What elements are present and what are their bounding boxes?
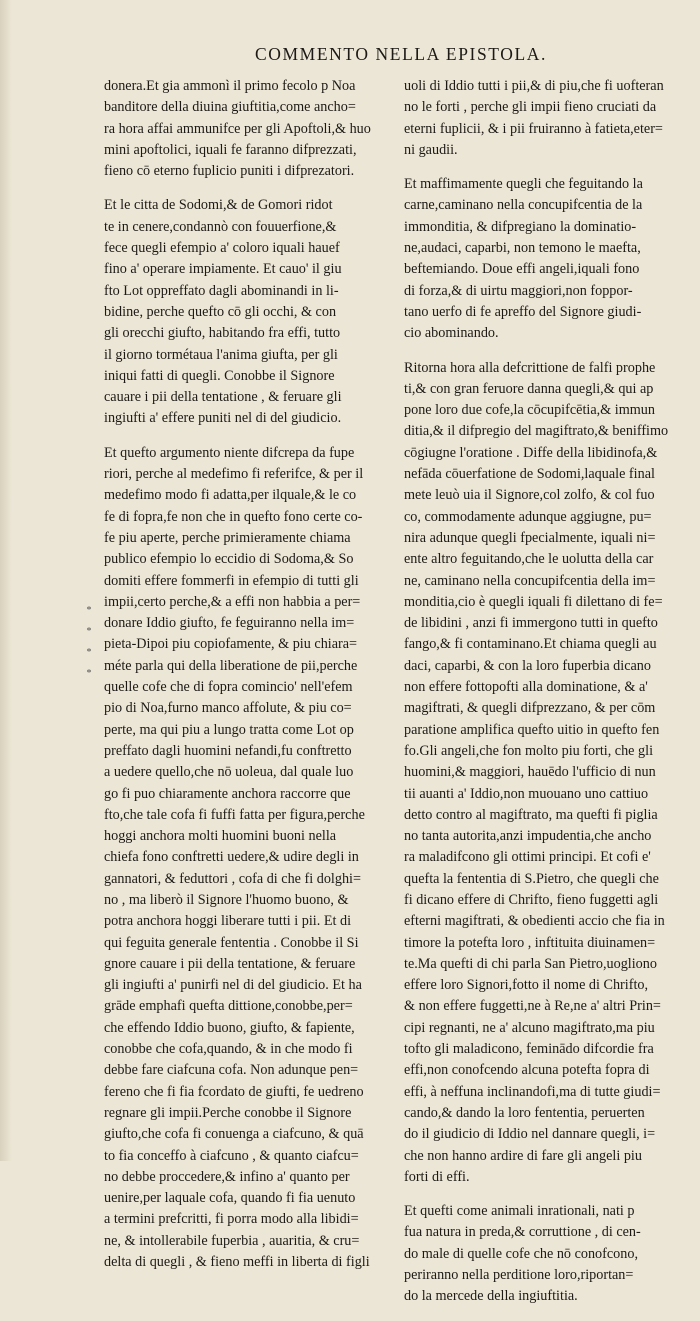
text-line: tano uerfo di fe apreffo del Signore giudi-	[404, 303, 642, 320]
paragraph	[404, 174, 684, 344]
text-line: non effere fottopofti alla dominatione, & a'	[404, 679, 648, 696]
text-line: detto contro al magiftrato, ma quefti fi piglia	[404, 806, 658, 823]
text-line: gannatori, & feduttori , cofa di che fi dolghi=	[104, 870, 361, 887]
text-line: banditore della diuina giuftitia,come ancho=	[104, 99, 356, 116]
text-line: che effendo Iddio buono, giufto, & fapiente,	[104, 1019, 355, 1036]
text-line: monditia,cio è quegli iquali fi dilettano di fe=	[404, 593, 663, 610]
text-line: di forza,& di uirtu maggiori,non foppor-	[404, 282, 633, 299]
text-line: ditia,& il difpregio del magiftrato,& beniffimo	[404, 423, 669, 440]
text-line: fo.Gli angeli,che fon molto piu forti, che gli	[404, 742, 654, 759]
text-line: daci, caparbi, & con la loro fuperbia dicano	[404, 657, 651, 674]
text-line: fto,che tale cofa fi fuffi fatta per figura,perche	[104, 806, 365, 823]
text-line: ra hora affai ammunifce per gli Apoftoli,& huo	[104, 120, 371, 137]
text-line: pone loro due cofe,la cōcupifcētia,& immun	[404, 402, 655, 419]
text-line: beftemiando. Doue effi angeli,iquali fono	[404, 261, 640, 278]
margin-mark: *	[86, 605, 92, 616]
text-line: ne, & intollerabile fuperbia , auaritia, & cru=	[104, 1232, 360, 1249]
text-line: gnore cauare i pii della tentatione, & feruare	[104, 955, 356, 972]
text-line: magiftrati, & quegli difprezzano, & per cōm	[404, 700, 656, 717]
text-line: forti di effi.	[404, 1168, 470, 1185]
text-line: ne, caminano nella concupifcentia della im=	[404, 572, 656, 589]
running-head: COMMENTO NELLA EPISTOLA.	[255, 44, 547, 64]
text-line: periranno nella perditione loro,riportan=	[404, 1267, 634, 1284]
text-line: co, commodamente adunque aggiugne, pu=	[404, 508, 652, 525]
text-line: fto Lot oppreffato dagli abominandi in li-	[104, 282, 339, 299]
text-line: ra maladifcono gli ottimi principi. Et cofi e'	[404, 849, 651, 866]
text-line: medefimo modo fi adatta,per ilquale,& le co	[104, 487, 357, 504]
text-line: preffato dagli huomini nefandi,fu conftretto	[104, 742, 352, 759]
text-line: Et le citta de Sodomi,& de Gomori ridot	[104, 197, 333, 214]
margin-marks	[80, 600, 98, 684]
text-line: huomini,& maggiori, hauēdo l'ufficio di nun	[404, 764, 656, 781]
text-line: no , ma liberò il Signore l'huomo buono, &	[104, 891, 349, 908]
text-line: efterni magiftrati, & obedienti accio che fia in	[404, 913, 665, 930]
text-line: nefāda cōuerfatione de Sodomi,laquale final	[404, 466, 655, 483]
text-line: ne,audaci, caparbi, non temono le maefta,	[404, 240, 641, 257]
page-gutter-shadow	[0, 0, 12, 1161]
text-line: fango,& fi contaminano.Et chiama quegli au	[404, 636, 657, 653]
text-line: perte, ma qui piu a lungo tratta come Lot op	[104, 721, 354, 738]
text-line: delta di quegli , & fieno meffi in liberta di figli	[104, 1254, 370, 1271]
text-line: ti,& con gran feruore danna quegli,& qui ap	[404, 380, 654, 397]
text-line: mini apoftolici, iquali fe faranno difprezzati,	[104, 141, 357, 158]
text-line: fereno che fi fia fcordato de giufti, fe uedreno	[104, 1083, 364, 1100]
text-line: eterni fuplicii, & i pii fruiranno à fatieta,eter=	[404, 120, 663, 137]
text-line: fe piu aperte, perche primieramente chiama	[104, 529, 351, 546]
text-line: che non hanno ardire di fare gli angeli piu	[404, 1147, 642, 1164]
text-line: cauare i pii della tentatione , & feruare gli	[104, 389, 342, 406]
text-line: gli ingiufti a' punirfi nel di del giudicio. Et ha	[104, 977, 362, 994]
margin-mark: *	[86, 647, 92, 658]
text-line: hoggi anchora molti huomini buoni nella	[104, 828, 337, 845]
text-line: pio di Noa,furno manco affolute, & piu co=	[104, 700, 352, 717]
text-line: méte parla qui della liberatione de pii,perche	[104, 657, 358, 674]
text-line: Et maffimamente quegli che feguitando la	[404, 176, 643, 193]
text-line: grāde emphafi quefta dittione,conobbe,per=	[104, 998, 353, 1015]
text-line: publico efempio lo eccidio di Sodoma,& So	[104, 551, 354, 568]
text-line: fieno cō eterno fuplicio puniti i difprezatori.	[104, 163, 355, 180]
text-line: fece quegli efempio a' coloro iquali hauef	[104, 240, 340, 257]
text-line: te in cenere,condannò con fouuerfione,&	[104, 218, 337, 235]
text-line: fi dicano effere di Chrifto, fieno fuggetti agli	[404, 891, 659, 908]
text-line: carne,caminano nella concupifcentia de la	[404, 197, 643, 214]
text-line: nira adunque quegli fpecialmente, iquali ni=	[404, 529, 656, 546]
text-line: te.Ma quefti di chi parla San Pietro,uogliono	[404, 955, 657, 972]
text-line: donera.Et gia ammonì il primo fecolo p Noa	[104, 78, 356, 94]
text-line: tofto gli maladicono, feminādo difcordie fra	[404, 1041, 654, 1058]
paragraph	[104, 195, 398, 429]
text-line: & non effere fuggetti,ne à Re,ne a' altri Prin=	[404, 998, 661, 1015]
text-line: Ritorna hora alla defcrittione de falfi prophe	[404, 359, 656, 376]
text-line: to fia conceffo à ciafcuno , & quanto ciafcu=	[104, 1147, 359, 1164]
text-line: fino a' operare impiamente. Et cauo' il giu	[104, 261, 342, 278]
text-line: ni gaudii.	[404, 141, 458, 158]
text-line: giufto,che cofa fi conuenga a ciafcuno, & quā	[104, 1126, 364, 1143]
right-text-column	[404, 76, 684, 1321]
text-line: immonditia, & difpregiano la dominatio-	[404, 218, 637, 235]
left-text-column	[104, 76, 398, 1286]
text-line: riori, perche al medefimo fi referifce, & per il	[104, 466, 364, 483]
text-line: bidine, perche quefto cō gli occhi, & con	[104, 303, 337, 320]
text-line: iniqui fatti di quegli. Conobbe il Signore	[104, 367, 335, 384]
text-line: tii auanti a' Iddio,non muouano uno cattiuo	[404, 785, 649, 802]
text-line: cio abominando.	[404, 325, 499, 342]
text-line: quelle cofe che di fopra comincio' nell'efem	[104, 679, 353, 696]
paragraph	[404, 358, 684, 1189]
text-line: ente altro feguitando,che le uolutta della car	[404, 551, 654, 568]
text-line: no debbe proccedere,& infino a' quanto per	[104, 1168, 350, 1185]
text-line: no le forti , perche gli impii fieno cruciati da	[404, 99, 657, 116]
text-line: de libidini , anzi fi immergono tutti in quefto	[404, 615, 658, 632]
text-line: regnare gli impii.Perche conobbe il Signore	[104, 1104, 352, 1121]
text-line: fua natura in preda,& corruttione , di cen-	[404, 1224, 641, 1241]
paragraph	[404, 1201, 684, 1307]
text-line: a termini prefcritti, fi porra modo alla libidi=	[104, 1211, 359, 1228]
margin-mark: *	[86, 668, 92, 679]
text-line: impii,certo perche,& a effi non habbia a per=	[104, 593, 361, 610]
text-line: uoli di Iddio tutti i pii,& di piu,che fi uofteran	[404, 78, 664, 94]
text-line: cipi regnanti, ne a' alcuno magiftrato,ma piu	[404, 1019, 655, 1036]
text-line: effere loro Signori,fotto il nome di Chrifto,	[404, 977, 649, 994]
text-line: il giorno tormétaua l'anima giufta, per gli	[104, 346, 338, 363]
text-line: gli orecchi giufto, habitando fra effi, tutto	[104, 325, 341, 342]
paragraph	[104, 443, 398, 1274]
text-line: debbe fare ciafcuna cofa. Non adunque pen=	[104, 1062, 359, 1079]
text-line: effi,non conofcendo alcuna potefta fopra di	[404, 1062, 650, 1079]
text-line: fe di fopra,fe non che in quefto fono certe co-	[104, 508, 363, 525]
text-line: a uedere quello,che nō uoleua, dal quale luo	[104, 764, 354, 781]
text-line: donare Iddio giufto, fe feguiranno nella im=	[104, 615, 355, 632]
text-line: uenire,per laquale cofa, quando fi fia uenuto	[104, 1190, 356, 1207]
text-line: conobbe che cofa,quando, & in che modo fi	[104, 1041, 353, 1058]
text-line: potra anchora hoggi liberare tutti i pii. Et di	[104, 913, 352, 930]
text-line: ingiufti a' effere puniti nel di del giudicio.	[104, 410, 342, 427]
text-line: do il giudicio di Iddio nel dannare quegli, i=	[404, 1126, 656, 1143]
text-line: Et quefti come animali inrationali, nati p	[404, 1203, 635, 1220]
paragraph	[404, 76, 684, 161]
paragraph	[104, 76, 398, 182]
text-line: qui feguita generale fententia . Conobbe il Si	[104, 934, 359, 951]
text-line: go fi puo chiaramente anchora raccorre que	[104, 785, 351, 802]
text-line: mete leuò uia il Signore,col zolfo, & col fuo	[404, 487, 655, 504]
text-line: pieta-Dipoi piu copiofamente, & piu chiara=	[104, 636, 358, 653]
margin-mark: *	[86, 626, 92, 637]
text-line: domiti effere fommerfi in efempio di tutti gli	[104, 572, 359, 589]
text-line: cando,& dando la loro fententia, peruerten	[404, 1104, 645, 1121]
text-line: do la mercede della ingiuftitia.	[404, 1288, 578, 1305]
text-line: quefta la fententia di S.Pietro, che quegli che	[404, 870, 659, 887]
text-line: effi, à neffuna inclinandofi,ma di tutte giudi=	[404, 1083, 661, 1100]
text-line: paratione amplifica quefto uitio in quefto fen	[404, 721, 660, 738]
text-line: Et quefto argumento niente difcrepa da fupe	[104, 444, 355, 461]
text-line: chiefa fono conftretti uedere,& udire degli in	[104, 849, 359, 866]
text-line: timore la potefta loro , inftituita diuinamen=	[404, 934, 656, 951]
text-line: cōgiugne l'oratione . Diffe della libidinofa,&	[404, 444, 658, 461]
text-line: no tanta autorita,anzi impudentia,che ancho	[404, 828, 652, 845]
text-line: do male di quelle cofe che nō conofcono,	[404, 1245, 639, 1262]
